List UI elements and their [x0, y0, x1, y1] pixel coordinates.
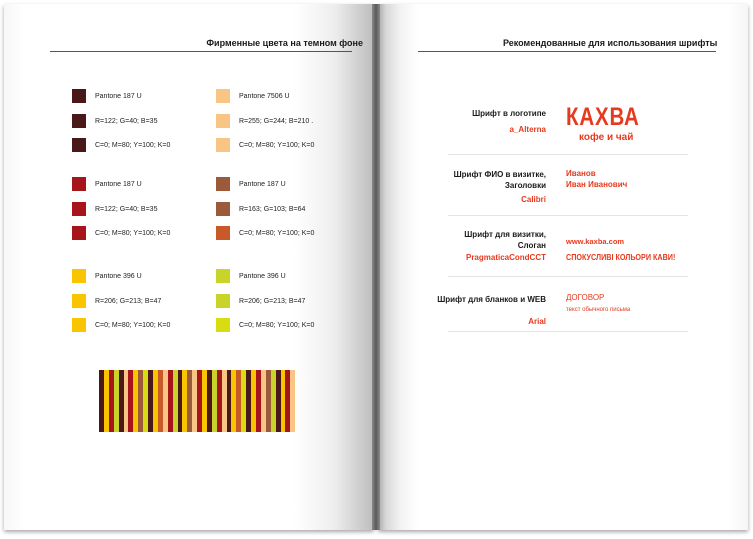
color-swatch — [72, 318, 86, 332]
stripe — [290, 370, 295, 432]
swatch-label-name: Pantone 187 U — [95, 181, 142, 188]
book-gutter — [372, 4, 380, 530]
color-swatch — [216, 294, 230, 308]
color-swatch — [72, 89, 86, 103]
color-swatch — [72, 226, 86, 240]
sample-slogan: СПОКУСЛИВІ КОЛЬОРИ КАВИ! — [566, 253, 676, 262]
swatch-label-rgb: R=122; G=40; B=35 — [95, 118, 158, 125]
swatch-label-rgb: R=122; G=40; B=35 — [95, 206, 158, 213]
color-swatch — [216, 269, 230, 283]
color-swatch — [72, 114, 86, 128]
color-swatch — [216, 202, 230, 216]
swatch-label-cmyk: C=0; M=80; Y=100; K=0 — [239, 142, 315, 149]
font-row-name — [448, 155, 688, 216]
swatch-label-cmyk: C=0; M=80; Y=100; K=0 — [95, 322, 171, 329]
font-name: a_Alterna — [509, 125, 546, 134]
swatch-label-name: Pantone 396 U — [239, 273, 286, 280]
color-swatch — [216, 114, 230, 128]
swatch-label-cmyk: C=0; M=80; Y=100; K=0 — [239, 230, 315, 237]
sample-letter-text: текст обычного письма — [566, 307, 631, 313]
font-name: Calibri — [521, 195, 546, 204]
swatch-label-rgb: R=163; G=103; B=64 — [239, 206, 306, 213]
logo-sample-subtitle: кофе и чай — [579, 132, 634, 143]
sample-surname: Иванов — [566, 169, 596, 178]
font-row-slogan — [448, 216, 688, 277]
logo-sample-kaxba: КАХВА — [566, 103, 640, 131]
swatch-label-name: Pantone 187 U — [239, 181, 286, 188]
right-header-rule — [418, 51, 716, 52]
font-name: PragmaticaCondCCT — [465, 253, 546, 262]
color-swatch — [72, 294, 86, 308]
font-row-logo — [448, 96, 688, 155]
swatch-label-rgb: R=206; G=213; B=47 — [239, 298, 306, 305]
swatch-label-cmyk: C=0; M=80; Y=100; K=0 — [95, 230, 171, 237]
left-header-rule — [50, 51, 352, 52]
left-page — [4, 4, 374, 530]
color-swatch — [216, 226, 230, 240]
swatch-label-rgb: R=255; G=244; B=210 . — [239, 118, 314, 125]
swatch-label-rgb: R=206; G=213; B=47 — [95, 298, 162, 305]
font-purpose-label: Шрифт ФИО в визитке, Заголовки — [453, 170, 546, 190]
font-name: Arial — [528, 317, 546, 326]
font-row-web — [437, 277, 688, 332]
left-page-header: Фирменные цвета на темном фоне — [206, 38, 363, 48]
font-purpose-label: Шрифт для бланков и WEB — [437, 295, 546, 304]
swatch-label-name: Pantone 7506 U — [239, 93, 290, 100]
color-swatch — [72, 138, 86, 152]
swatch-label-name: Pantone 396 U — [95, 273, 142, 280]
color-swatch — [216, 318, 230, 332]
color-swatch — [216, 138, 230, 152]
color-swatch — [216, 177, 230, 191]
right-page-header: Рекомендованные для использования шрифты — [503, 38, 718, 48]
swatch-label-cmyk: C=0; M=80; Y=100; K=0 — [95, 142, 171, 149]
sample-fullname: Иван Иванович — [566, 180, 628, 189]
swatch-label-cmyk: C=0; M=80; Y=100; K=0 — [239, 322, 315, 329]
color-swatch — [72, 269, 86, 283]
font-purpose-label: Шрифт в логотипе — [472, 109, 546, 118]
color-swatch — [72, 177, 86, 191]
font-purpose-label: Шрифт для визитки, Слоган — [464, 230, 546, 250]
color-swatch — [216, 89, 230, 103]
sample-contract: ДОГОВОР — [566, 293, 605, 302]
sample-website: www.kaxba.com — [566, 237, 625, 246]
swatch-label-name: Pantone 187 U — [95, 93, 142, 100]
color-swatch — [72, 202, 86, 216]
brand-stripe-pattern — [99, 370, 295, 432]
